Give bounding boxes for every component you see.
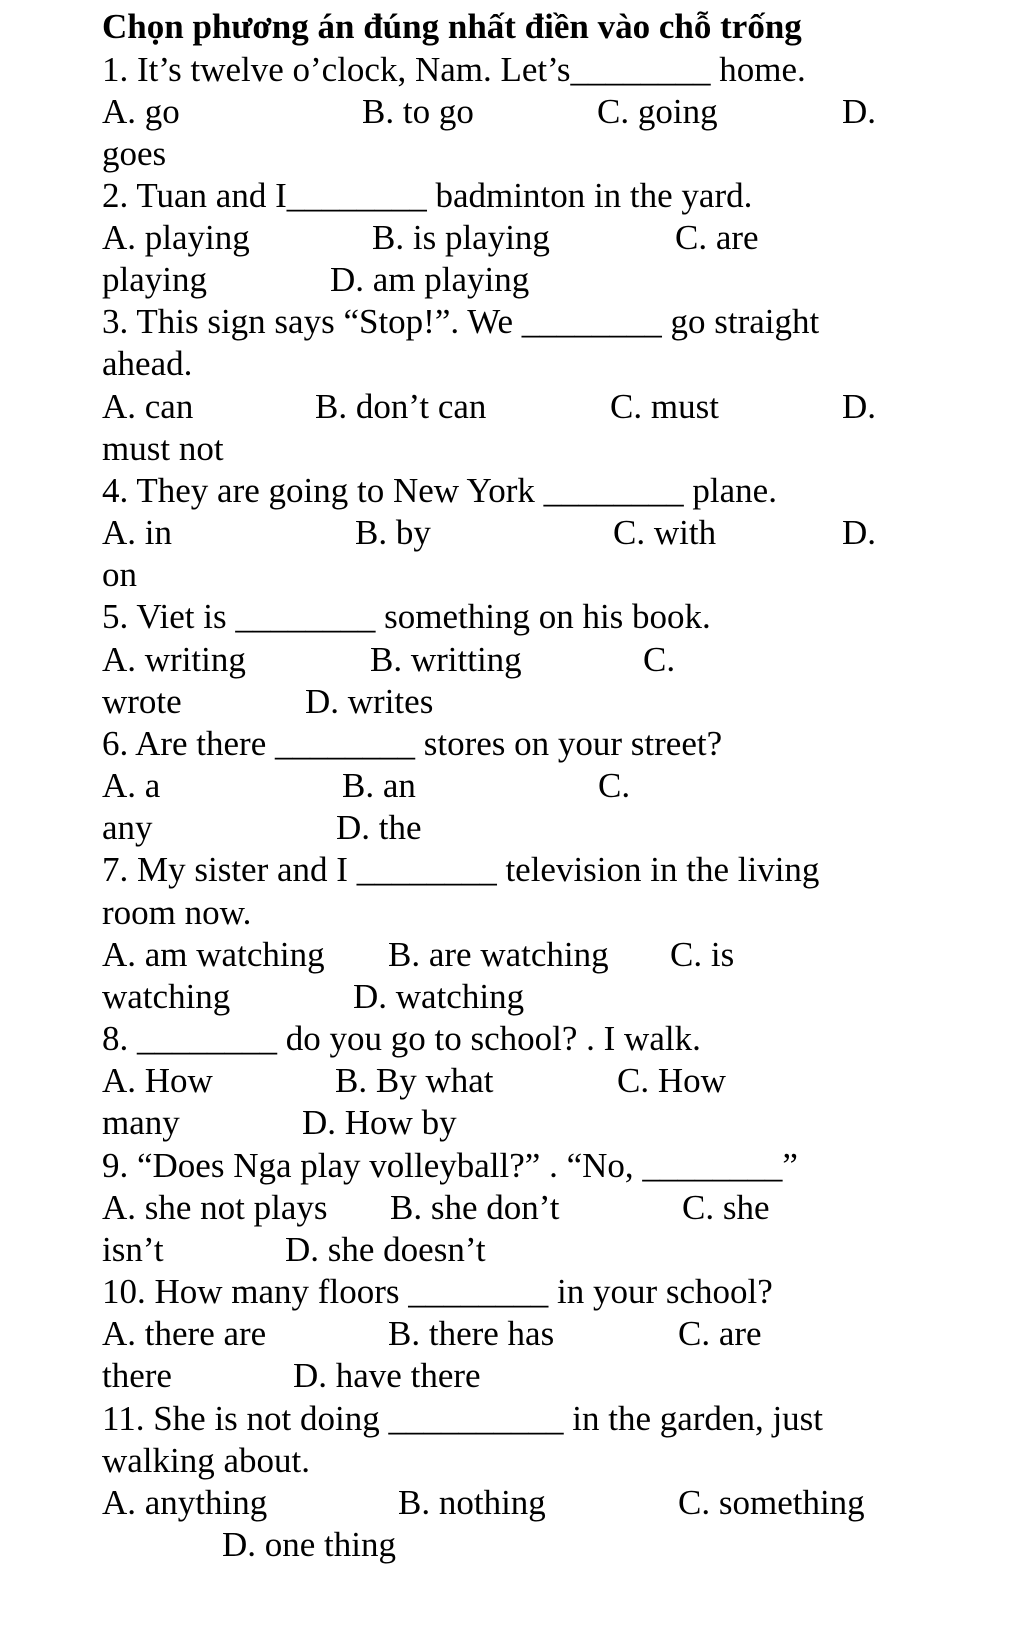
q7-option-c: C. is	[670, 935, 735, 974]
question-3-cont: ahead.	[102, 344, 193, 383]
q1-option-d: D.	[842, 92, 877, 131]
q10-option-c-cont: there	[102, 1356, 172, 1395]
q3-option-b: B. don’t can	[315, 387, 487, 426]
q2-option-c: C. are	[675, 218, 759, 257]
q1-option-c: C. going	[597, 92, 718, 131]
q6-option-c: C.	[598, 766, 631, 805]
q3-option-a: A. can	[102, 387, 194, 426]
q5-option-c-text: wrote	[102, 682, 182, 721]
q4-option-c: C. with	[613, 513, 717, 552]
q11-option-d: D. one thing	[222, 1525, 397, 1564]
q9-option-a: A. she not plays	[102, 1188, 328, 1227]
q2-option-b: B. is playing	[372, 218, 550, 257]
q4-option-b: B. by	[355, 513, 431, 552]
question-8: 8. ________ do you go to school? . I walk.	[102, 1019, 701, 1058]
q4-option-a: A. in	[102, 513, 172, 552]
question-10: 10. How many floors ________ in your school?	[102, 1272, 773, 1311]
q6-option-b: B. an	[342, 766, 416, 805]
q5-option-d: D. writes	[305, 682, 434, 721]
question-7-cont: room now.	[102, 893, 252, 932]
q3-option-d-text: must not	[102, 429, 224, 468]
q1-option-b: B. to go	[362, 92, 474, 131]
q7-option-a: A. am watching	[102, 935, 325, 974]
question-1: 1. It’s twelve o’clock, Nam. Let’s________ home.	[102, 50, 806, 89]
q1-option-d-text: goes	[102, 134, 167, 173]
question-3: 3. This sign says “Stop!”. We ________ go straight	[102, 302, 820, 341]
q8-option-a: A. How	[102, 1061, 213, 1100]
q9-option-c: C. she	[682, 1188, 770, 1227]
question-7: 7. My sister and I ________ television in the living	[102, 850, 820, 889]
q2-option-d: D. am playing	[330, 260, 530, 299]
q5-option-a: A. writing	[102, 640, 246, 679]
q5-option-b: B. writting	[370, 640, 522, 679]
q8-option-d: D. How by	[302, 1103, 457, 1142]
q9-option-d: D. she doesn’t	[285, 1230, 486, 1269]
q2-option-a: A. playing	[102, 218, 250, 257]
question-4: 4. They are going to New York ________ plane.	[102, 471, 777, 510]
q11-option-a: A. anything	[102, 1483, 268, 1522]
q5-option-c: C.	[643, 640, 676, 679]
q7-option-b: B. are watching	[388, 935, 609, 974]
q6-option-d: D. the	[336, 808, 422, 847]
q7-option-d: D. watching	[353, 977, 525, 1016]
q8-option-b: B. By what	[335, 1061, 494, 1100]
q8-option-c: C. How	[617, 1061, 726, 1100]
q10-option-c: C. are	[678, 1314, 762, 1353]
worksheet-title: Chọn phương án đúng nhất điền vào chỗ trống	[102, 7, 802, 46]
q11-option-c: C. something	[678, 1483, 865, 1522]
q10-option-a: A. there are	[102, 1314, 267, 1353]
question-5: 5. Viet is ________ something on his book.	[102, 597, 711, 636]
q3-option-c: C. must	[610, 387, 719, 426]
q6-option-c-text: any	[102, 808, 153, 847]
q7-option-c-cont: watching	[102, 977, 231, 1016]
q10-option-b: B. there has	[388, 1314, 555, 1353]
q9-option-c-cont: isn’t	[102, 1230, 164, 1269]
q9-option-b: B. she don’t	[390, 1188, 560, 1227]
q10-option-d: D. have there	[293, 1356, 481, 1395]
q2-option-c-cont: playing	[102, 260, 207, 299]
q11-option-b: B. nothing	[398, 1483, 546, 1522]
q1-option-a: A. go	[102, 92, 180, 131]
q4-option-d: D.	[842, 513, 877, 552]
question-9: 9. “Does Nga play volleyball?” . “No, ________”	[102, 1146, 798, 1185]
q8-option-c-cont: many	[102, 1103, 180, 1142]
q4-option-d-text: on	[102, 555, 137, 594]
question-2: 2. Tuan and I________ badminton in the yard.	[102, 176, 753, 215]
q6-option-a: A. a	[102, 766, 161, 805]
question-11-cont: walking about.	[102, 1441, 311, 1480]
q3-option-d: D.	[842, 387, 877, 426]
question-6: 6. Are there ________ stores on your street?	[102, 724, 723, 763]
question-11: 11. She is not doing __________ in the garden, just	[102, 1399, 824, 1438]
